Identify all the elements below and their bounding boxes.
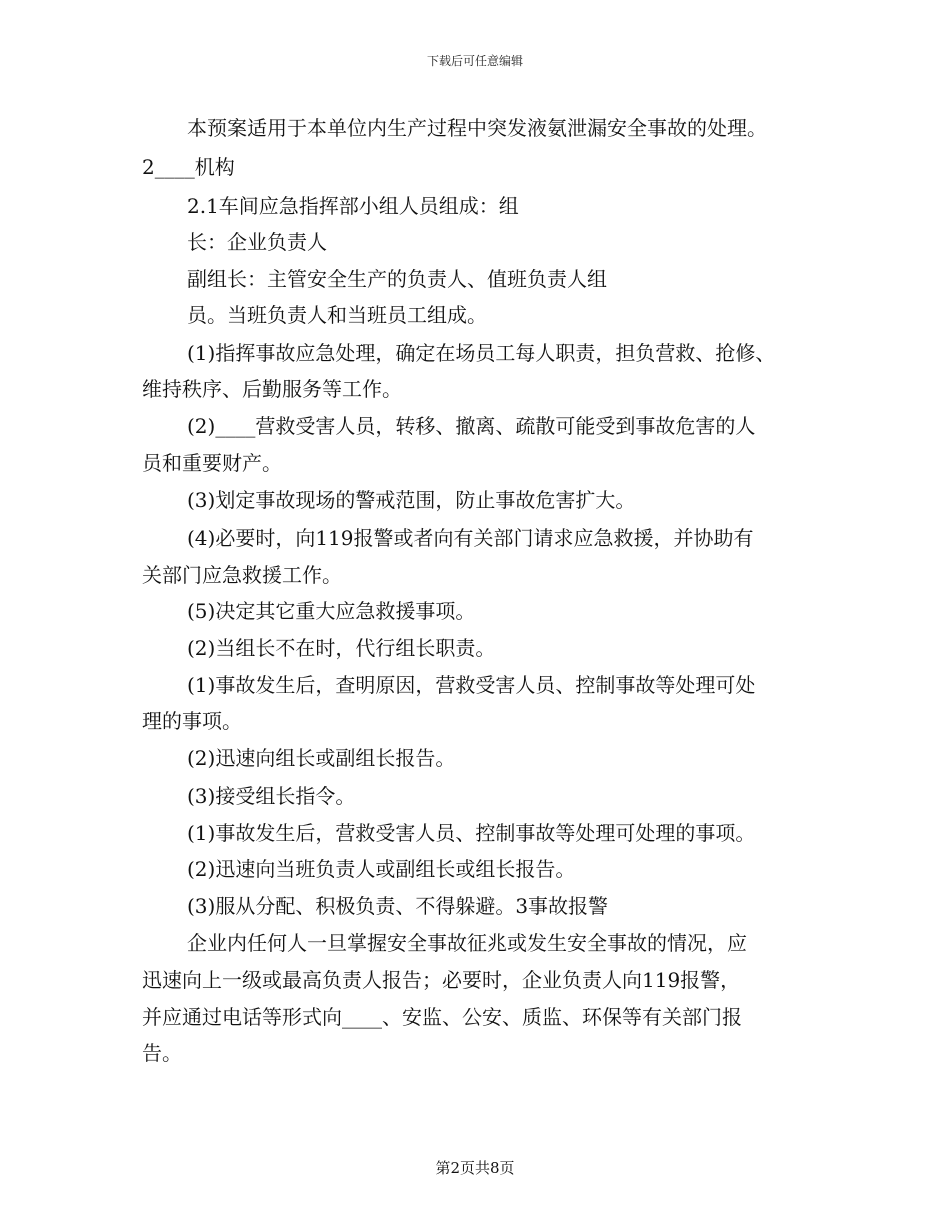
body-line-12: (4)必要时，向119报警或者向有关部门请求应急救援，并协助有	[187, 526, 754, 550]
body-line-4: 长：企业负责人	[187, 230, 327, 254]
body-line-11: (3)划定事故现场的警戒范围，防止事故危害扩大。	[187, 488, 636, 512]
body-line-25: 并应通过电话等形式向____、安监、公安、质监、环保等有关部门报	[142, 1005, 742, 1029]
body-line-26: 告。	[142, 1041, 182, 1065]
body-line-14: (5)决定其它重大应急救援事项。	[187, 599, 476, 623]
body-line-15: (2)当组长不在时，代行组长职责。	[187, 636, 496, 660]
page-header: 下载后可任意编辑	[426, 54, 523, 68]
body-line-8: 维持秩序、后勤服务等工作。	[142, 377, 402, 401]
body-line-9: (2)____营救受害人员，转移、撤离、疏散可能受到事故危害的人	[187, 414, 756, 438]
body-line-20: (1)事故发生后，营救受害人员、控制事故等处理可处理的事项。	[187, 821, 756, 845]
body-line-13: 关部门应急救援工作。	[142, 563, 342, 587]
body-line-17: 理的事项。	[142, 709, 242, 733]
body-line-18: (2)迅速向组长或副组长报告。	[187, 746, 456, 770]
body-line-7: (1)指挥事故应急处理，确定在场员工每人职责，担负营救、抢修、	[187, 341, 776, 365]
body-line-23: 企业内任何人一旦掌握安全事故征兆或发生安全事故的情况，应	[187, 931, 747, 955]
body-line-22: (3)服从分配、积极负责、不得躲避。3事故报警	[187, 894, 609, 918]
page-footer: 第2页共8页	[435, 1159, 515, 1177]
body-line-6: 员。当班负责人和当班员工组成。	[187, 303, 487, 327]
body-line-1: 本预案适用于本单位内生产过程中突发液氨泄漏安全事故的处理。	[187, 116, 767, 140]
body-line-19: (3)接受组长指令。	[187, 784, 356, 808]
body-line-3: 2.1车间应急指挥部小组人员组成：组	[187, 194, 519, 218]
body-line-2: 2____机构	[142, 155, 235, 179]
body-line-21: (2)迅速向当班负责人或副组长或组长报告。	[187, 857, 576, 881]
body-line-16: (1)事故发生后，查明原因，营救受害人员、控制事故等处理可处	[187, 673, 756, 697]
body-line-24: 迅速向上一级或最高负责人报告；必要时，企业负责人向119报警，	[142, 968, 741, 992]
body-line-10: 员和重要财产。	[142, 451, 282, 475]
body-line-5: 副组长：主管安全生产的负责人、值班负责人组	[187, 267, 607, 291]
